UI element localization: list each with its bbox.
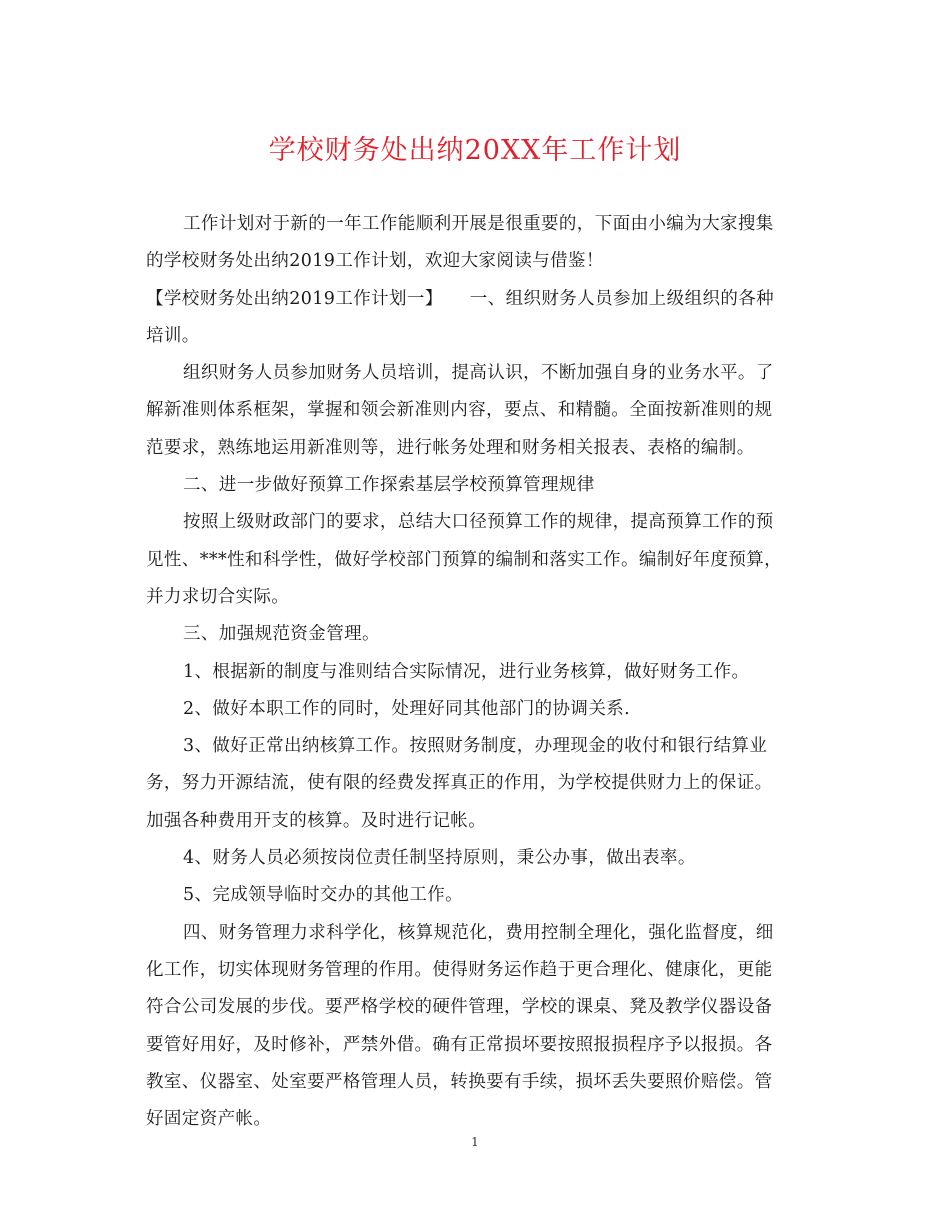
document-line: 四、财务管理力求科学化，核算规范化，费用控制全理化，强化监督度，细 xyxy=(183,922,774,943)
document-line: 2、做好本职工作的同时，处理好同其他部门的协调关系. xyxy=(183,698,631,719)
document-line: 二、进一步做好预算工作探索基层学校预算管理规律 xyxy=(183,475,595,496)
document-line: 好固定资产帐。 xyxy=(146,1109,272,1130)
document-line: 并力求切合实际。 xyxy=(146,586,290,607)
document-title: 学校财务处出纳20XX年工作计划 xyxy=(268,135,682,166)
document-line: 1、根据新的制度与准则结合实际情况，进行业务核算，做好财务工作。 xyxy=(183,661,750,682)
page-number: 1 xyxy=(471,1135,479,1149)
document-line: 工作计划对于新的一年工作能顺利开展是很重要的，下面由小编为大家搜集 xyxy=(183,214,774,234)
document-line: 4、财务人员必须按岗位责任制坚持原则，秉公办事，做出表率。 xyxy=(183,848,696,869)
document-line: 要管好用好，及时修补，严禁外借。确有正常损坏要按照报损程序予以报损。各 xyxy=(146,1034,773,1055)
document-line: 加强各种费用开支的核算。及时进行记帐。 xyxy=(146,810,487,831)
document-body xyxy=(146,206,806,1138)
document-line: 教室、仪器室、处室要严格管理人员，转换要有手续，损坏丢失要照价赔偿。管 xyxy=(146,1071,773,1092)
document-line: 3、做好正常出纳核算工作。按照财务制度，办理现金的收付和银行结算业 xyxy=(183,736,768,757)
document-line: 范要求，熟练地运用新准则等，进行帐务处理和财务相关报表、表格的编制。 xyxy=(146,437,755,458)
document-line: 组织财务人员参加财务人员培训，提高认识，不断加强自身的业务水平。了 xyxy=(183,363,774,384)
document-line: 化工作，切实体现财务管理的作用。使得财务运作趋于更合理化、健康化，更能 xyxy=(146,959,773,980)
document-line: 务，努力开源结流，使有限的经费发挥真正的作用，为学校提供财力上的保证。 xyxy=(146,773,773,794)
document-line: 的学校财务处出纳2019工作计划，欢迎大家阅读与借鉴！ xyxy=(146,251,604,272)
document-line: 解新准则体系框架，掌握和领会新准则内容，要点、和精髓。全面按新准则的规 xyxy=(146,400,773,421)
document-line: 三、加强规范资金管理。 xyxy=(183,624,380,645)
document-line: 符合公司发展的步伐。要严格学校的硬件管理，学校的课桌、凳及教学仪器设备 xyxy=(146,997,773,1018)
document-line: 【学校财务处出纳2019工作计划一】 一、组织财务人员参加上级组织的各种 xyxy=(146,288,775,309)
document-line: 培训。 xyxy=(146,325,200,346)
document-line: 5、完成领导临时交办的其他工作。 xyxy=(183,885,464,906)
document-line: 按照上级财政部门的要求，总结大口径预算工作的规律，提高预算工作的预 xyxy=(183,512,774,533)
document-line: 见性、***性和科学性，做好学校部门预算的编制和落实工作。编制好年度预算， xyxy=(146,549,783,570)
